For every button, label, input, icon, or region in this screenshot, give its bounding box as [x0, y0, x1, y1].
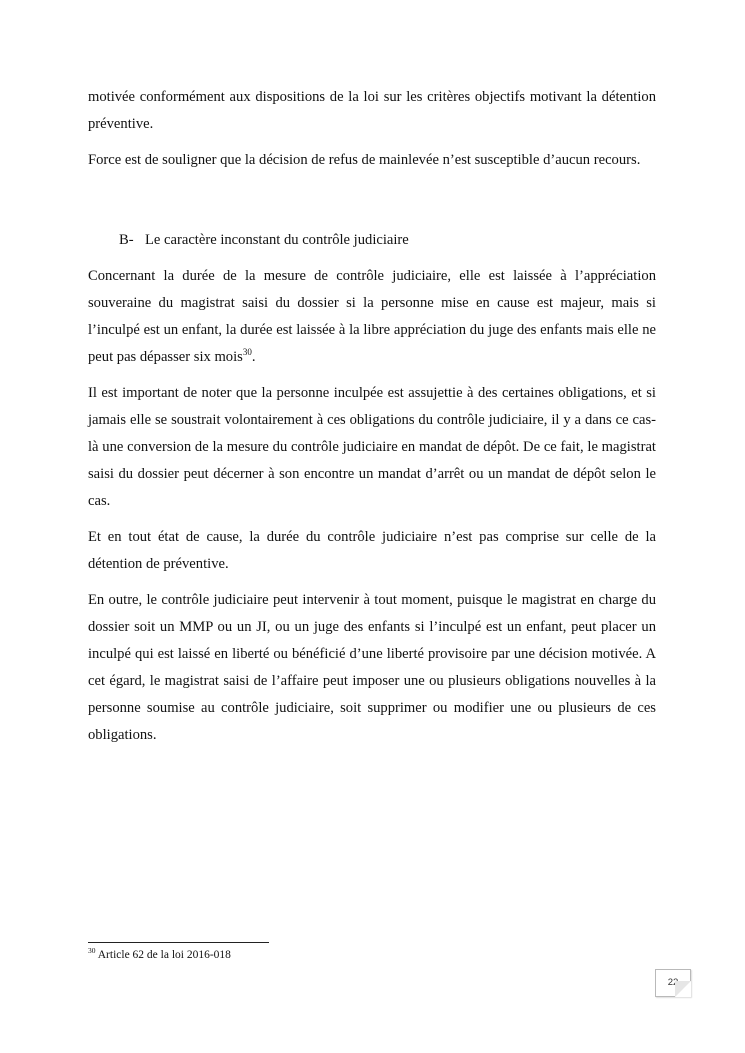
footnote-reference[interactable]: 30 — [242, 347, 252, 358]
paragraph: En outre, le contrôle judiciaire peut intervenir à tout moment, puisque le magistrat en charge du dossier soit un MMP ou un JI, ou un juge des enfants si l’inculpé est un enfant, peut placer un inculpé qui est laissé en liberté ou bénéficié d’une liberté provisoire par une décision motivée. A cet égard, le magistrat saisi de l’affaire peut imposer une ou plusieurs obligations nouvelles à la personne soumise au contrôle judiciaire, soit supprimer ou modifier une ou plusieurs de ces obligations. — [88, 592, 656, 743]
footnote-separator — [88, 942, 269, 943]
section-spacer — [88, 183, 656, 227]
paragraph-text: Concernant la durée de la mesure de contrôle judiciaire, elle est laissée à l’appréciation souveraine du magistrat saisi du dossier si la personne mise en cause est majeur, mais si l’inculpé est un enfant, la durée est laissée à la libre appréciation du juge des enfants mais elle ne peut pas dépasser six mois — [88, 268, 656, 365]
paragraph: Force est de souligner que la décision de refus de mainlevée n’est susceptible d’aucun recours. — [88, 152, 641, 168]
section-heading-title: Le caractère inconstant du contrôle judiciaire — [145, 232, 409, 248]
footnote-text: Article 62 de la loi 2016-018 — [97, 949, 231, 961]
footnote-number: 30 — [88, 946, 96, 956]
paragraph: motivée conformément aux dispositions de la loi sur les critères objectifs motivant la détention préventive. — [88, 89, 656, 132]
section-heading-marker: B- — [119, 232, 134, 248]
footnote — [88, 948, 231, 963]
page-number-box — [655, 969, 691, 997]
paragraph-end: . — [251, 349, 256, 365]
document-body — [88, 84, 656, 758]
section-heading — [88, 227, 656, 254]
paragraph-with-footnote — [88, 263, 656, 371]
page-number: 22 — [667, 977, 679, 988]
paragraph: Il est important de noter que la personne inculpée est assujettie à des certaines obligations, et si jamais elle se soustrait volontairement à ces obligations du contrôle judiciaire, il y a dans ce cas-là une conversion de la mesure du contrôle judiciaire en mandat de dépôt. De ce fait, le magistrat saisi du dossier peut décerner à son encontre un mandat d’arrêt ou un mandat de dépôt selon le cas. — [88, 385, 656, 509]
page-curl-icon — [675, 981, 691, 997]
paragraph: Et en tout état de cause, la durée du contrôle judiciaire n’est pas comprise sur celle de la détention de préventive. — [88, 529, 656, 572]
